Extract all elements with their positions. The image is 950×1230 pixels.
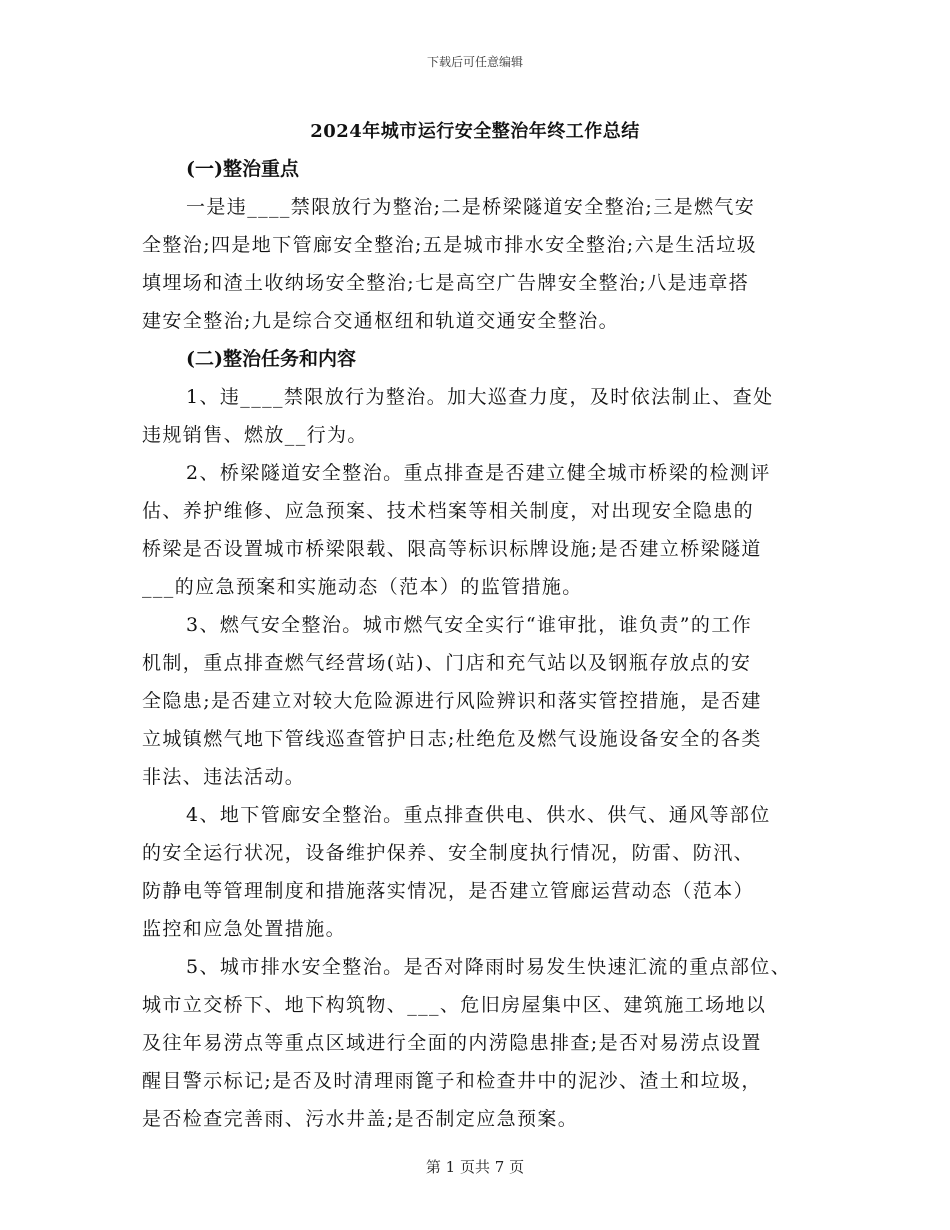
text-line: 非法、违法活动。	[142, 766, 306, 788]
text-line: 全整治;四是地下管廊安全整治;五是城市排水安全整治;六是生活垃圾	[142, 234, 758, 256]
text-line: 立城镇燃气地下管线巡查管护日志;杜绝危及燃气设施设备安全的各类	[142, 728, 762, 750]
paragraph-focus-list	[142, 188, 810, 340]
paragraph-task-5	[142, 948, 810, 1138]
text-line: 城市立交桥下、地下构筑物、___、危旧房屋集中区、建筑施工场地以	[142, 994, 767, 1016]
text-line: 4、地下管廊安全整治。重点排查供电、供水、供气、通风等部位	[186, 804, 771, 826]
text-line: 填埋场和渣土收纳场安全整治;七是高空广告牌安全整治;八是违章搭	[142, 272, 750, 294]
text-line: 1、违____禁限放行为整治。加大巡查力度，及时依法制止、查处	[186, 386, 774, 408]
paragraph-task-4	[142, 796, 810, 948]
text-line: 建安全整治;九是综合交通枢纽和轨道交通安全整治。	[142, 310, 620, 332]
text-line: 的安全运行状况，设备维护保养、安全制度执行情况，防雷、防汛、	[142, 842, 755, 864]
text-line: 是否检查完善雨、污水井盖;是否制定应急预案。	[142, 1108, 579, 1130]
text-line: 监控和应急处置措施。	[142, 918, 347, 940]
document-body	[142, 150, 810, 1138]
text-line: 估、养护维修、应急预案、技术档案等相关制度，对出现安全隐患的	[142, 500, 755, 522]
document-title: 2024年城市运行安全整治年终工作总结	[310, 121, 640, 142]
paragraph-task-1	[142, 378, 810, 454]
text-line: 2、桥梁隧道安全整治。重点排查是否建立健全城市桥梁的检测评	[186, 462, 771, 484]
text-line: ___的应急预案和实施动态（范本）的监管措施。	[142, 576, 583, 598]
page-number-footer: 第 1 页共 7 页	[425, 1158, 525, 1176]
text-line: 3、燃气安全整治。城市燃气安全实行“谁审批，谁负责”的工作	[186, 614, 753, 636]
text-line: 桥梁是否设置城市桥梁限载、限高等标识标牌设施;是否建立桥梁隧道	[142, 538, 762, 560]
header-note: 下载后可任意编辑	[426, 55, 523, 69]
text-line: 全隐患;是否建立对较大危险源进行风险辨识和落实管控措施，是否建	[142, 690, 762, 712]
section-heading-tasks: (二)整治任务和内容	[186, 348, 356, 370]
paragraph-task-2	[142, 454, 810, 606]
paragraph-task-3	[142, 606, 810, 796]
text-line: 防静电等管理制度和措施落实情况，是否建立管廊运营动态（范本）	[142, 880, 755, 902]
text-line: 违规销售、燃放__行为。	[142, 424, 368, 446]
text-line: 机制，重点排查燃气经营场(站)、门店和充气站以及钢瓶存放点的安	[142, 652, 752, 674]
text-line: 5、城市排水安全整治。是否对降雨时易发生快速汇流的重点部位、	[186, 956, 792, 978]
text-line: 醒目警示标记;是否及时清理雨篦子和检查井中的泥沙、渣土和垃圾，	[142, 1070, 762, 1092]
section-heading-focus: (一)整治重点	[186, 158, 299, 180]
text-line: 一是违____禁限放行为整治;二是桥梁隧道安全整治;三是燃气安	[186, 196, 756, 218]
text-line: 及往年易涝点等重点区域进行全面的内涝隐患排查;是否对易涝点设置	[142, 1032, 762, 1054]
